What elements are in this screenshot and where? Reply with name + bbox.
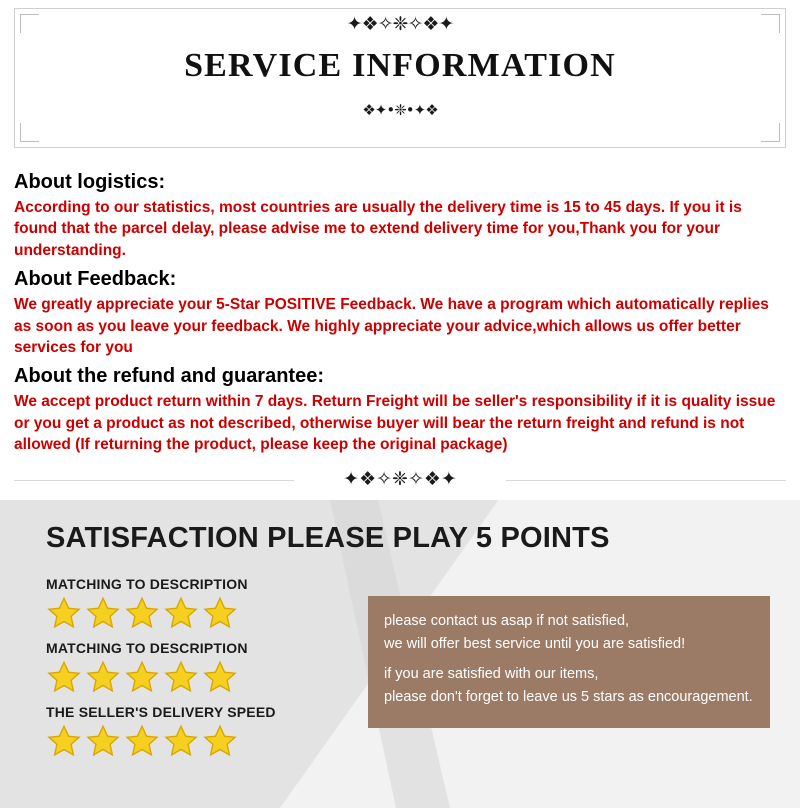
corner-bottom-right	[761, 123, 780, 142]
satisfaction-panel	[0, 500, 800, 808]
rating-stars-2	[46, 660, 248, 694]
rating-label-1: MATCHING TO DESCRIPTION	[46, 576, 248, 592]
rating-group-2	[46, 640, 248, 694]
rating-stars-3	[46, 724, 276, 758]
note-line-1: please contact us asap if not satisfied,	[384, 613, 630, 629]
section-body-refund: We accept product return within 7 days. Return Freight will be seller's responsibility if it is quality issue or you get a product as not described, otherwise buyer will bear the return freight and refund is not allowed (If returning the product, please keep the original package)	[14, 393, 776, 453]
section-heading-feedback: About Feedback:	[14, 268, 177, 291]
ornament-top-icon: ✦❖✧❈✧❖✦	[346, 13, 454, 35]
note-line-2: we will offer best service until you are satisfied!	[384, 636, 686, 653]
star-icon	[46, 660, 82, 694]
rating-label-2: MATCHING TO DESCRIPTION	[46, 640, 248, 656]
star-icon	[163, 660, 199, 694]
page-title: SERVICE INFORMATION	[184, 47, 616, 84]
section-body-feedback: We greatly appreciate your 5-Star POSITIVE Feedback. We have a program which automatically replies as soon as you leave your feedback. We highly appreciate your advice,which allows us offer better services for you	[14, 296, 769, 356]
note-line-3: if you are satisfied with our items,	[384, 665, 599, 682]
rating-group-1	[46, 576, 248, 630]
corner-bottom-left	[20, 123, 39, 142]
satisfaction-title: SATISFACTION PLEASE PLAY 5 POINTS	[46, 522, 610, 554]
contact-note-box	[368, 596, 770, 728]
star-icon	[163, 596, 199, 630]
section-heading-logistics: About logistics:	[14, 171, 166, 193]
star-icon	[163, 724, 199, 758]
star-icon	[202, 724, 238, 758]
star-icon	[46, 724, 82, 758]
rating-label-3: THE SELLER'S DELIVERY SPEED	[46, 704, 276, 720]
section-body-logistics: According to our statistics, most countries are usually the delivery time is 15 to 45 days. If you it is found that the parcel delay, please advise me to extend delivery time for you,Thank you for your understanding.	[14, 199, 742, 259]
star-icon	[85, 596, 121, 630]
service-information-page	[0, 8, 800, 808]
rating-stars-1	[46, 596, 248, 630]
rating-group-3	[46, 704, 276, 758]
section-heading-refund: About the refund and guarantee:	[14, 365, 324, 388]
star-icon	[85, 660, 121, 694]
header-frame	[14, 8, 786, 148]
note-line-4: please don't forget to leave us 5 stars as encouragement.	[384, 689, 753, 706]
star-icon	[124, 660, 160, 694]
star-icon	[202, 596, 238, 630]
star-icon	[124, 596, 160, 630]
star-icon	[202, 660, 238, 694]
ornament-middle-icon: ❖✦•❈•✦❖	[362, 101, 438, 119]
star-icon	[124, 724, 160, 758]
service-text-content	[14, 170, 786, 459]
ornament-divider-icon: ✦❖✧❈✧❖✦	[343, 468, 457, 490]
star-icon	[85, 724, 121, 758]
star-icon	[46, 596, 82, 630]
